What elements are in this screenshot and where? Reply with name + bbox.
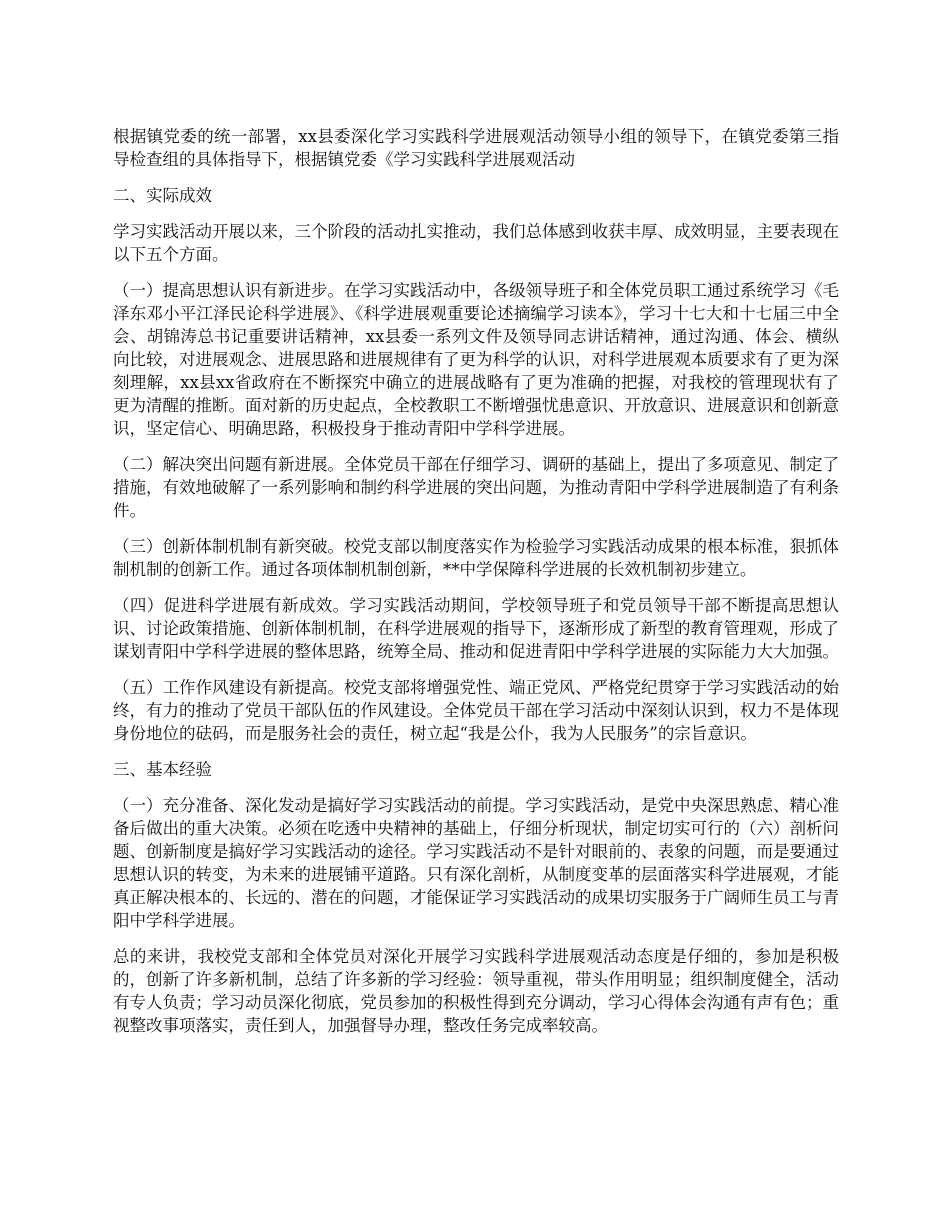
result-item-5-paragraph: （五）工作作风建设有新提高。校党支部将增强党性、端正党风、严格党纪贯穿于学习实践活动的始终，有力的推动了党员干部队伍的作风建设。全体党员干部在学习活动中深刻认识到，权力不是体现身份地位的砝码，而是服务社会的责任，树立起“我是公仆，我为人民服务”的宗旨意识。 [113,678,839,743]
section-heading-results: 二、实际成效 [113,186,212,205]
result-item-3-paragraph: （三）创新体制机制有新突破。校党支部以制度落实作为检验学习实践活动成果的根本标准，狠抓体制机制的创新工作。通过各项体制机制创新，**中学保障科学进展的长效机制初步建立。 [113,537,839,579]
result-item-2-paragraph: （二）解决突出问题有新进展。全体党员干部在仔细学习、调研的基础上，提出了多项意见、制定了措施，有效地破解了一系列影响和制约科学进展的突出问题，为推动青阳中学科学进展制造了有利条件。 [113,455,839,520]
section-heading-experience: 三、基本经验 [113,760,212,779]
results-summary-paragraph: 学习实践活动开展以来，三个阶段的活动扎实推动，我们总体感到收获丰厚、成效明显，主要表现在以下五个方面。 [113,222,839,264]
experience-paragraph: （一）充分准备、深化发动是搞好学习实践活动的前提。学习实践活动，是党中央深思熟虑、精心准备后做出的重大决策。必须在吃透中央精神的基础上，仔细分析现状，制定切实可行的（六）剖析问题、创新制度是搞好学习实践活动的途径。学习实践活动不是针对眼前的、表象的问题，而是要通过思想认识的转变，为未来的进展铺平道路。只有深化剖析，从制度变革的层面落实科学进展观，才能真正解决根本的、长远的、潜在的问题，才能保证学习实践活动的成果切实服务于广阔师生员工与青阳中学科学进展。 [113,796,839,930]
intro-paragraph: 根据镇党委的统一部署，xx县委深化学习实践科学进展观活动领导小组的领导下，在镇党委第三指导检查组的具体指导下，根据镇党委《学习实践科学进展观活动 [113,127,839,169]
result-item-4-paragraph: （四）促进科学进展有新成效。学习实践活动期间，学校领导班子和党员领导干部不断提高思想认识、讨论政策措施、创新体制机制，在科学进展观的指导下，逐渐形成了新型的教育管理观，形成了谋划青阳中学科学进展的整体思路，统筹全局、推动和促进青阳中学科学进展的实际能力大大加强。 [113,596,839,661]
conclusion-paragraph: 总的来讲，我校党支部和全体党员对深化开展学习实践科学进展观活动态度是仔细的，参加是积极的，创新了许多新机制，总结了许多新的学习经验：领导重视，带头作用明显；组织制度健全，活动有专人负责；学习动员深化彻底，党员参加的积极性得到充分调动，学习心得体会沟通有声有色；重视整改事项落实，责任到人，加强督导办理，整改任务完成率较高。 [113,947,839,1035]
result-item-1-paragraph: （一）提高思想认识有新进步。在学习实践活动中，各级领导班子和全体党员职工通过系统学习《毛泽东邓小平江泽民论科学进展》、《科学进展观重要论述摘编学习读本》，学习十七大和十七届三中全会、胡锦涛总书记重要讲话精神，xx县委一系列文件及领导同志讲话精神，通过沟通、体会、横纵向比较，对进展观念、进展思路和进展规律有了更为科学的认识，对科学进展观本质要求有了更为深刻理解，xx县xx省政府在不断探究中确立的进展战略有了更为准确的把握，对我校的管理现状有了更为清醒的推断。面对新的历史起点，全校教职工不断增强忧患意识、开放意识、进展意识和创新意识，坚定信心、明确思路，积极投身于推动青阳中学科学进展。 [113,281,839,438]
document-page [113,125,839,1050]
